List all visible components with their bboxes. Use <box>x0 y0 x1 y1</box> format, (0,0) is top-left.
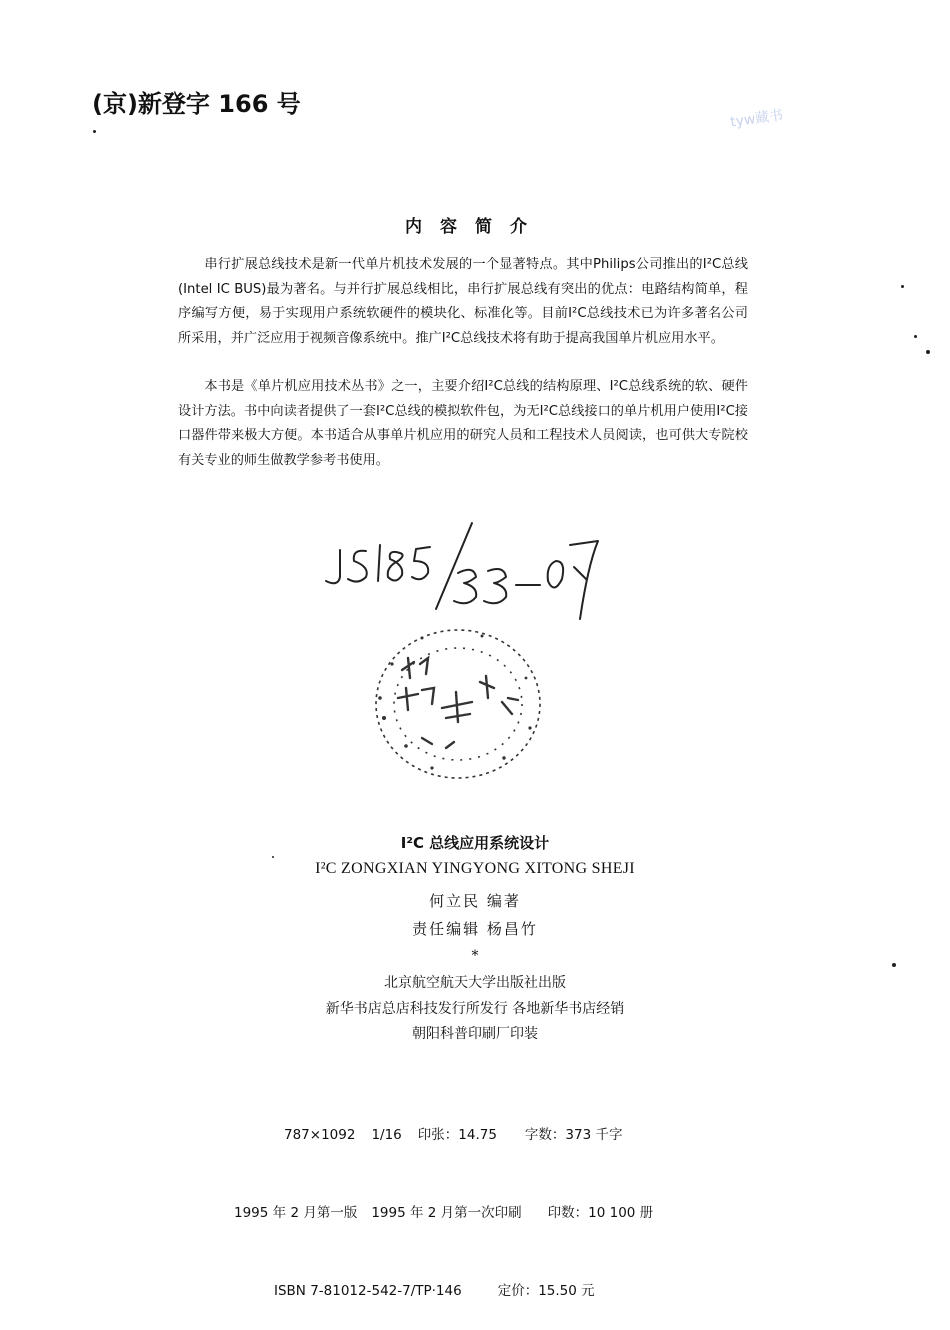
printer-line: 朝阳科普印刷厂印装 <box>412 1026 538 1042</box>
edition: 1995 年 2 月第一版 <box>234 1205 358 1221</box>
isbn: ISBN 7-81012-542-7/TP·146 <box>274 1283 462 1299</box>
publisher-line: 北京航空航天大学出版社出版 <box>384 975 566 991</box>
specs-row-1 <box>222 1122 653 1148</box>
scan-speck <box>926 350 930 354</box>
registration-number: (京)新登字 166 号 <box>92 90 301 118</box>
book-title-pinyin: I²C ZONGXIAN YINGYONG XITONG SHEJI <box>315 860 635 877</box>
specs-row-3 <box>222 1278 653 1304</box>
distributor-line: 新华书店总店科技发行所发行 各地新华书店经销 <box>325 1001 625 1017</box>
library-watermark: tyw藏书 <box>729 107 785 131</box>
scan-speck <box>272 856 274 858</box>
print-run: 印数：10 100 册 <box>547 1205 654 1221</box>
printed-sheets: 印张：14.75 <box>417 1127 497 1143</box>
format-size: 787×1092 <box>284 1127 356 1143</box>
scan-speck <box>93 130 96 133</box>
scan-speck <box>914 335 917 338</box>
printing: 1995 年 2 月第一次印刷 <box>371 1205 522 1221</box>
summary-paragraph-2: 本书是《单片机应用技术丛书》之一，主要介绍I²C总线的结构原理、I²C总线系统的软、硬件设计方法。书中向读者提供了一套I²C总线的模拟软件包，为无I²C总线接口的单片机用户使用I²C接口器件带来极大方便。本书适合从事单片机应用的研究人员和工程技术人员阅读，也可供大专院校有关专业的师生做教学参考书使用。 <box>178 379 748 468</box>
separator-asterisk: * <box>471 948 479 964</box>
price: 定价：15.50 元 <box>497 1283 595 1299</box>
specs-row-2 <box>222 1200 653 1226</box>
book-author: 何立民 编著 <box>429 892 521 910</box>
responsible-editor: 责任编辑 杨昌竹 <box>412 920 538 938</box>
scan-speck <box>901 285 904 288</box>
summary-paragraph-1: 串行扩展总线技术是新一代单片机技术发展的一个显著特点。其中Philips公司推出的I²C总线(Intel IC BUS)最为著名。与并行扩展总线相比，串行扩展总线有突出的优点：电路结构简单，程序编写方便，易于实现用户系统软硬件的模块化、标准化等。目前I²C总线技术已为许多著名公司所采用，并广泛应用于视频音像系统中。推广I²C总线技术将有助于提高我国单片机应用水平。 <box>178 257 748 346</box>
publication-specs <box>222 1070 653 1330</box>
handwritten-call-number <box>318 515 618 625</box>
word-count: 字数：373 千字 <box>524 1127 623 1143</box>
scan-speck <box>892 963 896 967</box>
book-title-chinese: I²C 总线应用系统设计 <box>400 834 550 852</box>
summary-heading: 内容简介 <box>405 217 545 237</box>
library-stamp <box>362 618 552 788</box>
folio: 1/16 <box>371 1127 402 1143</box>
